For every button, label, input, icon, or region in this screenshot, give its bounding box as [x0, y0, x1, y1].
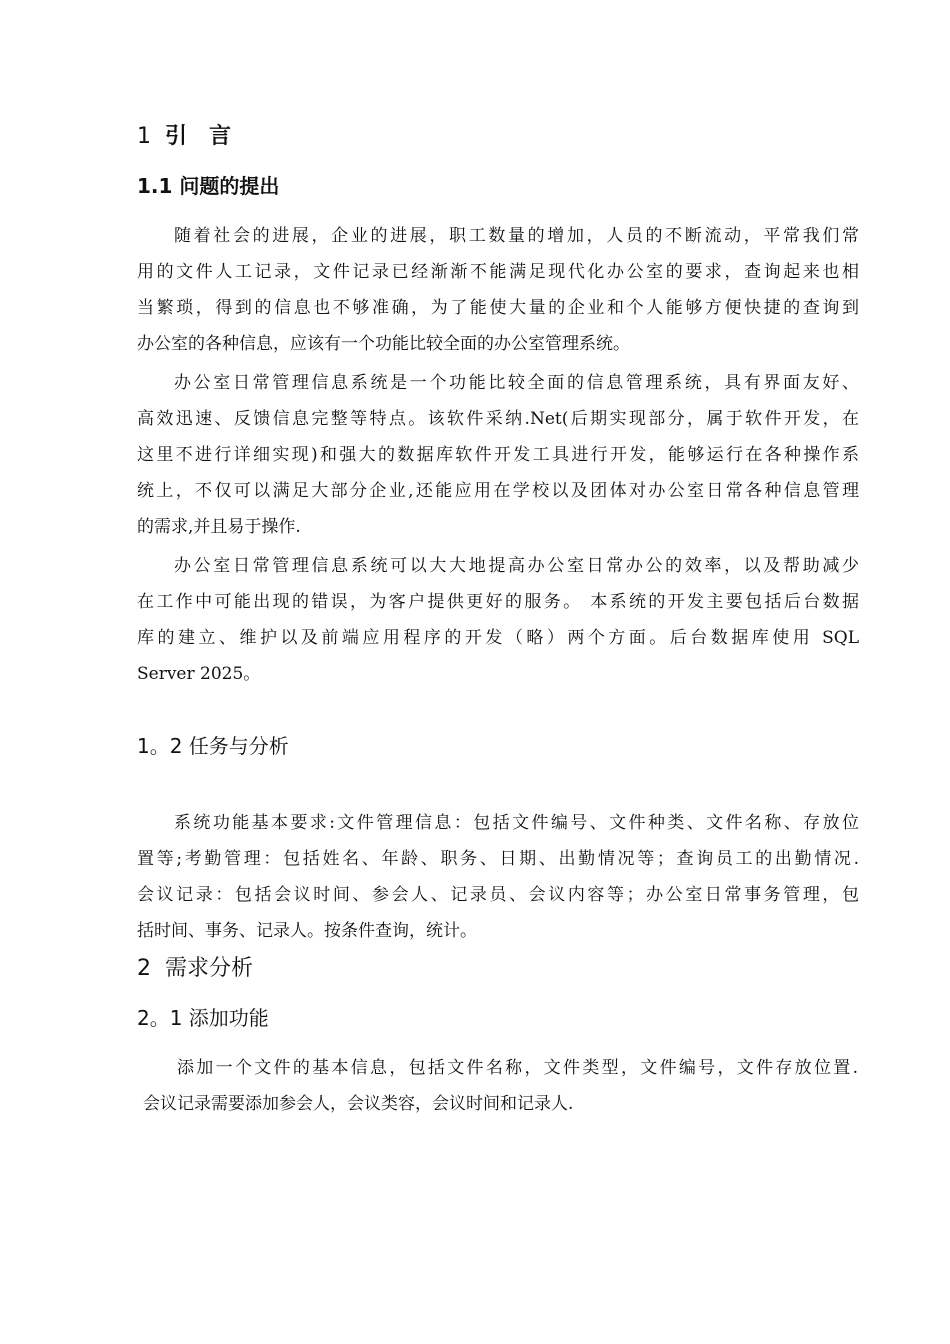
paragraph-system-benefits: [137, 548, 859, 692]
paragraph-line: 会议记录：包括会议时间、参会人、记录员、会议内容等；办公室日常事务管理，包: [137, 885, 859, 905]
paragraph-line: 随着社会的进展，企业的进展，职工数量的增加，人员的不断流动，平常我们常: [174, 226, 859, 246]
paragraph-line: 会议记录需要添加参会人，会议类容，会议时间和记录人.: [143, 1094, 574, 1114]
section-heading-1: [137, 122, 231, 152]
section-heading-2: [137, 954, 253, 984]
section-number: 1: [137, 124, 151, 149]
paragraph-line: 办公室日常管理信息系统是一个功能比较全面的信息管理系统，具有界面友好、: [174, 373, 859, 393]
paragraph-line: 这里不进行详细实现)和强大的数据库软件开发工具进行开发，能够运行在各种操作系: [137, 445, 859, 465]
paragraph-line: 括时间、事务、记录人。按条件查询，统计。: [137, 921, 477, 941]
paragraph-line: 库的建立、维护以及前端应用程序的开发（略）两个方面。后台数据库使用 SQL: [137, 628, 859, 648]
subsection-heading-1-1: 1.1 问题的提出: [137, 174, 280, 198]
paragraph-line: 高效迅速、反馈信息完整等特点。该软件采纳.Net(后期实现部分，属于软件开发，在: [137, 409, 859, 429]
paragraph-line: 系统功能基本要求:文件管理信息：包括文件编号、文件种类、文件名称、存放位: [174, 813, 859, 833]
paragraph-line: 办公室的各种信息，应该有一个功能比较全面的办公室管理系统。: [137, 334, 630, 354]
paragraph-line: 办公室日常管理信息系统可以大大地提高办公室日常办公的效率，以及帮助减少: [174, 556, 859, 576]
paragraph-line: 的需求,并且易于操作.: [137, 517, 301, 537]
subsection-heading-2-1: 2。1 添加功能: [137, 1006, 269, 1030]
section-number: 2: [137, 956, 151, 981]
section-title: 需求分析: [165, 956, 254, 981]
paragraph-line: 当繁琐，得到的信息也不够准确，为了能使大量的企业和个人能够方便快捷的查询到: [137, 298, 859, 318]
paragraph-line: 添加一个文件的基本信息，包括文件名称，文件类型，文件编号，文件存放位置.: [177, 1058, 858, 1078]
subsection-heading-1-2: 1。2 任务与分析: [137, 734, 289, 758]
paragraph-line: Server 2025。: [137, 664, 261, 684]
paragraph-line: 置等;考勤管理：包括姓名、年龄、职务、日期、出勤情况等；查询员工的出勤情况.: [137, 849, 859, 869]
section-title: 引 言: [165, 124, 232, 149]
paragraph-line: 用的文件人工记录，文件记录已经渐渐不能满足现代化办公室的要求，查询起来也相: [137, 262, 859, 282]
paragraph-add-function: [140, 1050, 858, 1122]
paragraph-problem-statement: [137, 218, 859, 362]
paragraph-requirements: [137, 805, 859, 949]
paragraph-line: 统上，不仅可以满足大部分企业,还能应用在学校以及团体对办公室日常各种信息管理: [137, 481, 859, 501]
paragraph-system-overview: [137, 365, 859, 545]
paragraph-line: 在工作中可能出现的错误，为客户提供更好的服务。 本系统的开发主要包括后台数据: [137, 592, 859, 612]
